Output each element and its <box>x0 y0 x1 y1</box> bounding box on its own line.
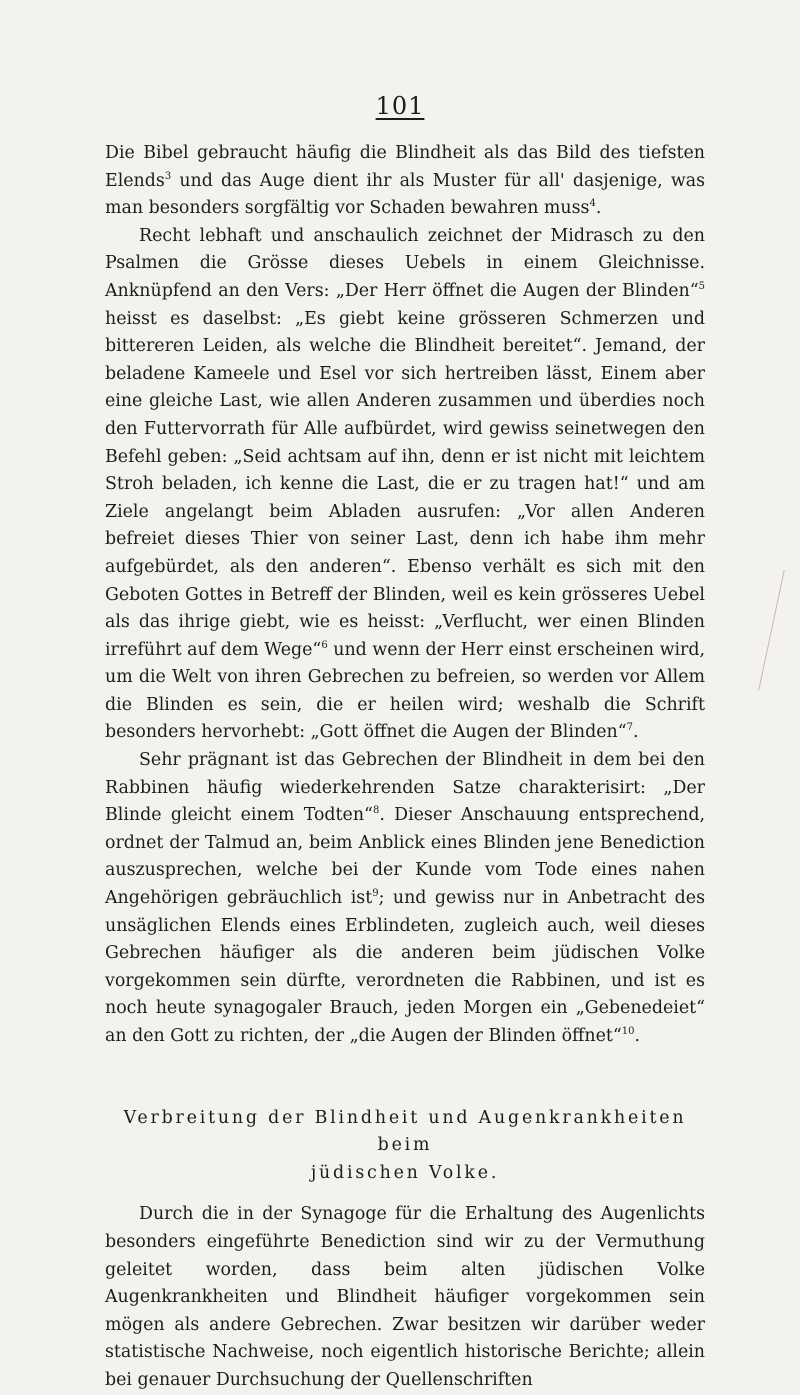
footnote-ref-7: 7 <box>626 722 634 734</box>
paragraph-2-text-2: heisst es daselbst: „Es giebt keine grösseren Schmerzen und bittereren Leiden, als welche die Blindheit bereitet“. Jemand, der beladene Kameele und Esel vor sich hertreiben lässt, Einem aber eine gleiche Last, wie allen Anderen zusammen und überdies noch den Futtervorrath für Alle aufbürdet, wird gewiss seinetwegen den Befehl geben: „Seid achtsam auf ihn, denn er ist nicht mit leichtem Stroh beladen, ich kenne die Last, die er zu tragen hat!“ und am Ziele angelangt beim Abladen ausrufen: „Vor allen Anderen befreiet dieses Thier von seiner Last, denn ich habe ihm mehr aufgebürdet, als den anderen“. Ebenso verhält es sich mit den Geboten Gottes in Betreff der Blinden, weil es kein grösseres Uebel als das ihrige giebt, wie es heisst: „Verflucht, wer einen Blinden irreführt auf dem Wege“ <box>105 308 705 660</box>
paragraph-2-text-4: . <box>633 722 639 743</box>
footnote-ref-6: 6 <box>321 639 328 651</box>
paragraph-2 <box>105 223 705 747</box>
paragraph-3-text-1: Sehr prägnant ist das Gebrechen der Blindheit in dem bei den Rabbinen häufig wiederkehrenden Satze charakterisirt: „Der Blinde gleicht einem Todten“ <box>105 750 705 826</box>
paragraph-1-text-1: Die Bibel gebraucht häufig die Blindheit als das Bild des tiefsten Elends <box>105 143 705 191</box>
paragraph-1-text-2: und das Auge dient ihr als Muster für all' dasjenige, was man besonders sorgfältig vor Schaden bewahren muss <box>105 170 705 219</box>
section-heading-line-2: jüdischen Volke. <box>310 1162 500 1183</box>
paragraph-2-text-3: und wenn der Herr einst erscheinen wird, um die Welt von ihren Gebrechen zu befreien, so werden vor Allem die Blinden es sein, die er heilen wird; weshalb die Schrift besonders hervorhebt: „Gott öffnet die Augen der Blinden“ <box>105 639 705 743</box>
paragraph-1-text-3: . <box>595 198 602 219</box>
footnote-ref-9: 9 <box>372 888 379 900</box>
page-number: 101 <box>375 92 425 120</box>
footnote-ref-10: 10 <box>621 1026 635 1038</box>
paragraph-3-text-2: . Dieser Anschauung entsprechend, ordnet der Talmud an, beim Anblick eines Blinden jene Benediction auszusprechen, welche bei der Kunde vom Tode eines nahen Angehörigen gebräuchlich ist <box>105 805 705 909</box>
paragraph-2-text-1: Recht lebhaft und anschaulich zeichnet der Midrasch zu den Psalmen die Grösse dieses Uebels in einem Gleichnisse. Anknüpfend an den Vers: „Der Herr öffnet die Augen der Blinden“ <box>105 225 705 301</box>
paragraph-3 <box>105 747 705 1051</box>
section-text <box>105 1201 705 1394</box>
footnote-ref-5: 5 <box>698 281 705 293</box>
footnote-ref-8: 8 <box>372 805 380 817</box>
footnote-ref-3: 3 <box>164 170 172 182</box>
paragraph-1 <box>105 140 705 223</box>
page-body <box>105 140 705 1395</box>
margin-mark <box>742 570 785 690</box>
section-heading-line-1: Verbreitung der Blindheit und Augenkrankheiten beim <box>123 1107 687 1156</box>
section-heading <box>105 1105 705 1188</box>
section-paragraph: Durch die in der Synagoge für die Erhaltung des Augenlichts besonders eingeführte Benediction sind wir zu der Vermuthung geleitet worden, dass beim alten jüdischen Volke Augenkrankheiten und Blindheit häufiger vorgekommen sein mögen als andere Gebrechen. Zwar besitzen wir darüber weder statistische Nachweise, noch eigentlich historische Berichte; allein bei genauer Durchsuchung der Quellenschriften <box>105 1204 705 1390</box>
paragraph-3-text-4: . <box>634 1026 641 1046</box>
paragraph-3-text-3: ; und gewiss nur in Anbetracht des unsäglichen Elends eines Erblindeten, zugleich auch, weil dieses Gebrechen häufiger als die anderen beim jüdischen Volke vorgekommen sein dürfte, verordneten die Rabbinen, und ist es noch heute synagogaler Brauch, jeden Morgen ein „Gebenedeiet“ an den Gott zu richten, der „die Augen der Blinden öffnet“ <box>105 888 706 1046</box>
footnote-ref-4: 4 <box>589 198 596 210</box>
